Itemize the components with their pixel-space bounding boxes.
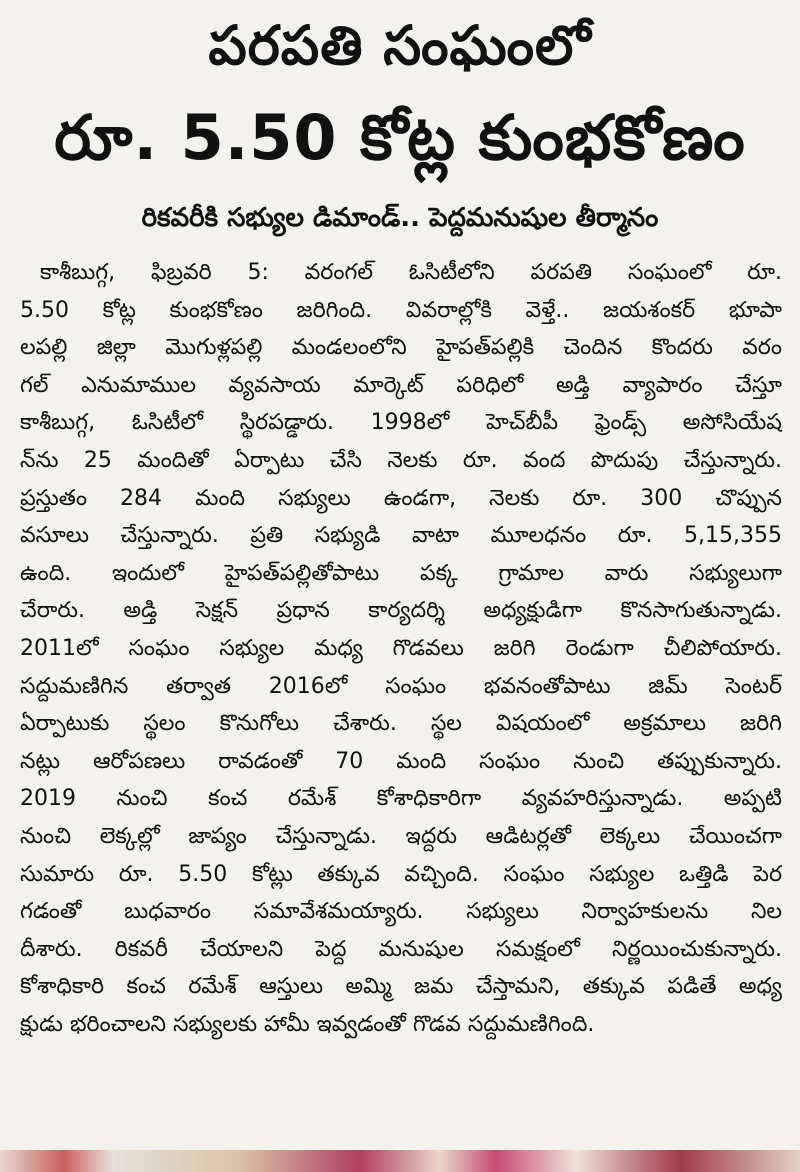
body-line: నట్లు ఆరోపణలు రావడంతో 70 మంది సంఘం నుంచి తప్పుకున్నారు. <box>20 748 782 774</box>
body-line: కాశీబుగ్గ, ఓసిటీలో స్థిరపడ్డారు. 1998లో హెచ్‌బీపీ ఫ్రెండ్స్ అసోసియేష <box>20 410 782 436</box>
subheadline: రికవరీకి సభ్యుల డిమాండ్.. పెద్దమనుషుల తీర్మానం <box>141 203 659 233</box>
headline-line-2: రూ. 5.50 కోట్ల కుంభకోణం <box>54 101 746 174</box>
body-line: నుంచి లెక్కల్లో జాప్యం చేస్తున్నాడు. ఇద్దరు ఆడిటర్లతో లెక్కలు చేయించగా <box>20 823 782 849</box>
body-line: క్షుడు భరించాలని సభ్యులకు హామీ ఇవ్వడంతో గొడవ సద్దుమణిగింది. <box>20 1011 595 1037</box>
body-line: 5.50 కోట్ల కుంభకోణం జరిగింది. వివరాల్లోకి వెళ్తే.. జయశంకర్ భూపా <box>20 297 782 323</box>
body-line: గల్ ఎనుమాముల వ్యవసాయ మార్కెట్ పరిధిలో అడ్తి వ్యాపారం చేస్తూ <box>20 372 782 398</box>
body-line: న్‌ను 25 మందితో ఏర్పాటు చేసి నెలకు రూ. వంద పొదుపు చేస్తున్నారు. <box>20 447 782 473</box>
body-line: ఏర్పాటుకు స్థలం కొనుగోలు చేశారు. స్థల విషయంలో అక్రమాలు జరిగి <box>20 711 782 737</box>
body-line: 2019 నుంచి కంచ రమేశ్ కోశాధికారిగా వ్యవహరిస్తున్నాడు. అప్పటి <box>20 786 782 812</box>
headline-line-1: పరపతి సంఘంలో <box>208 14 592 77</box>
body-line: గడంతో బుధవారం సమావేశమయ్యారు. సభ్యులు నిర్వాహకులను నిల <box>20 899 782 925</box>
body-line: చేరారు. అడ్తి సెక్షన్ ప్రధాన కార్యదర్శి అధ్యక్షుడిగా కొనసాగుతున్నాడు. <box>20 598 782 624</box>
body-line: సుమారు రూ. 5.50 కోట్లు తక్కువ వచ్చింది. సంఘం సభ్యుల ఒత్తిడి పెర <box>20 861 782 887</box>
article-body <box>20 254 782 1043</box>
body-line: 2011లో సంఘం సభ్యుల మధ్య గొడవలు జరిగి రెండుగా చీలిపోయారు. <box>20 635 782 661</box>
body-line: కాశీబుగ్గ, ఫిబ్రవరి 5: వరంగల్ ఓసిటీలోని పరపతి సంఘంలో రూ. <box>40 260 782 285</box>
body-line: కోశాధికారి కంచ రమేశ్ ఆస్తులు అమ్మి జమ చేస్తామని, తక్కువ పడితే అధ్య <box>20 974 782 1000</box>
body-line: లపల్లి జిల్లా మొగుళ్లపల్లి మండలంలోని హైపత్‌పల్లికి చెందిన కొందరు వరం <box>20 335 782 361</box>
body-line: సద్దుమణిగిన తర్వాత 2016లో సంఘం భవనంతోపాటు జిమ్ సెంటర్ <box>20 673 782 699</box>
photo-strip <box>0 1150 800 1172</box>
body-line: వసూలు చేస్తున్నారు. ప్రతి సభ్యుడి వాటా మూలధనం రూ. 5,15,355 <box>20 523 782 549</box>
body-line: ఉంది. ఇందులో హైపత్‌పల్లితోపాటు పక్క గ్రామాల వారు సభ్యులుగా <box>20 560 782 586</box>
body-line: దీశారు. రికవరీ చేయాలని పెద్ద మనుషుల సమక్షంలో నిర్ణయించుకున్నారు. <box>20 936 782 962</box>
body-line: ప్రస్తుతం 284 మంది సభ్యులు ఉండగా, నెలకు రూ. 300 చొప్పున <box>20 485 782 511</box>
